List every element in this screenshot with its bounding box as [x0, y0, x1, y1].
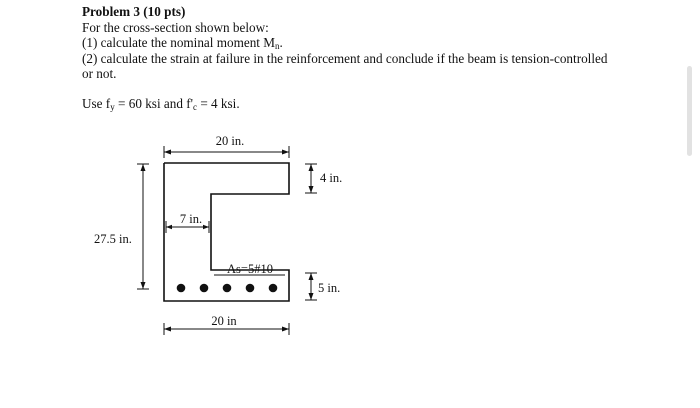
use-suffix: = 4 ksi.: [197, 95, 240, 111]
top-width-label: 20 in.: [215, 134, 245, 148]
bottom-width-label: 20 in: [211, 314, 237, 328]
steel-area-label: As=5#10: [227, 262, 273, 276]
task-1-text: (1) calculate the nominal moment M: [82, 35, 275, 51]
problem-intro: For the cross-section shown below:: [82, 19, 269, 35]
task-1-subscript: n: [275, 41, 280, 52]
problem-title: Problem 3 (10 pts): [82, 4, 186, 19]
bottom-depth-label: 5 in.: [318, 281, 341, 295]
rebar-2: [200, 284, 209, 293]
rebar-4: [246, 284, 255, 293]
total-height-dimension: [137, 164, 149, 289]
flange-depth-label: 4 in.: [320, 171, 343, 185]
task-2-line-2: or not.: [82, 66, 117, 82]
rebar-3: [223, 284, 232, 293]
task-2-line-1: (2) calculate the strain at failure in the reinforcement and conclude if the beam is tension-controlled: [82, 50, 608, 66]
flange-depth-dimension: [305, 164, 317, 193]
use-mid: = 60 ksi and f': [114, 95, 194, 111]
use-prefix: Use f: [82, 95, 111, 111]
web-width-label: 7 in.: [179, 212, 203, 226]
task-1-suffix: .: [279, 35, 283, 51]
fy-subscript: y: [110, 101, 115, 112]
section-outline: [164, 163, 289, 301]
bottom-depth-dimension: [305, 273, 317, 300]
rebar-1: [177, 284, 186, 293]
reinforcing-bars: [177, 284, 278, 293]
fc-subscript: c: [193, 101, 198, 112]
rebar-5: [269, 284, 278, 293]
total-height-label: 27.5 in.: [94, 232, 132, 246]
